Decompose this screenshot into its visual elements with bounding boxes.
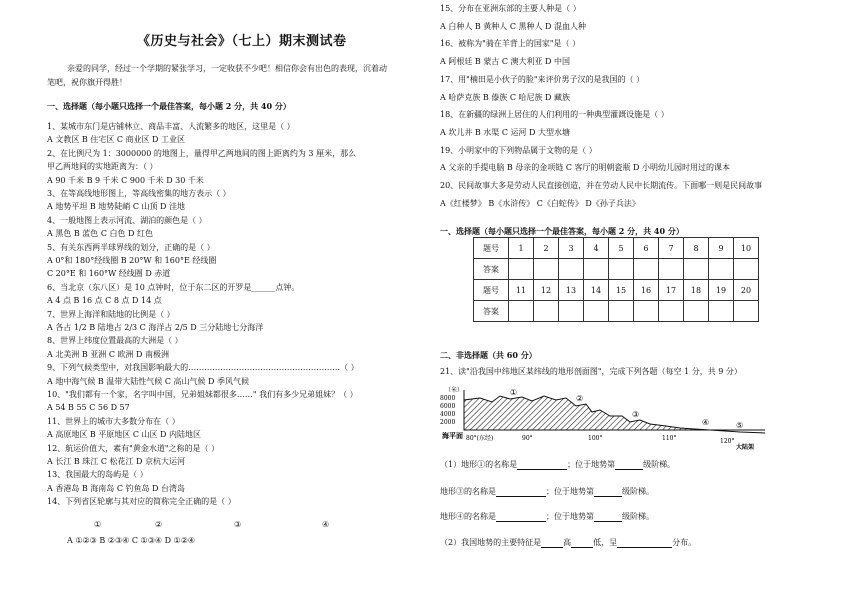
question-line: 18、在新疆的绿洲上居住的人们利用的一种典型灌溉设施是（ ） xyxy=(440,110,669,120)
profile-x-tick: 100° xyxy=(588,435,603,442)
answer-table-number: 7 xyxy=(659,238,684,259)
profile-x-tick: 120° xyxy=(720,438,735,445)
answer-table-number: 9 xyxy=(709,238,734,259)
question-line: 9、下列气候类型中，对我国影响最大的…………………………………………………（ ） xyxy=(47,363,359,373)
section-1-heading: 一、选择题（每小题只选择一个最佳答案，每小题 2 分，共 40 分） xyxy=(47,101,291,111)
question-line: A 54 B 55 C 56 D 57 xyxy=(47,403,130,413)
answer-table-cell[interactable] xyxy=(509,301,534,322)
answer-table-header: 答案 xyxy=(474,301,509,322)
question-line: 甲乙两地间的实地距离为：（ ） xyxy=(47,162,158,172)
answer-table-number: 3 xyxy=(559,238,584,259)
question-line: A 地中海气候 B 温带大陆性气候 C 高山气候 D 季风气候 xyxy=(47,376,249,386)
profile-x-tick: 110° xyxy=(662,435,677,442)
question-line: A 白种人 B 黄种人 C 黑种人 D 混血人种 xyxy=(440,21,586,31)
question-line: 3、在等高线地形图上，等高线密集的地方表示（ ） xyxy=(47,189,231,198)
answer-table-cell[interactable] xyxy=(534,259,559,280)
answer-blank[interactable] xyxy=(594,488,622,497)
answer-table-number: 20 xyxy=(734,280,759,301)
profile-marker-5: ⑤ xyxy=(736,421,744,430)
section-1-heading-repeat: 一、选择题（每小题只选择一个最佳答案，每小题 2 分，共 40 分） xyxy=(440,226,684,236)
profile-y-tick: 4000 xyxy=(440,411,456,418)
answer-table-row xyxy=(474,280,759,301)
profile-marker-3: ③ xyxy=(632,410,640,419)
answer-table-row xyxy=(474,238,759,259)
answer-table-cell[interactable] xyxy=(709,301,734,322)
answer-table-number: 4 xyxy=(584,238,609,259)
sea-level-label: 海平面 xyxy=(442,431,463,440)
q14-shape-label-2: ② xyxy=(155,520,163,529)
answer-table xyxy=(473,237,759,322)
question-line: 20、民间故事大多是劳动人民直接创造，并在劳动人民中长期流传。下面哪一则是民间故事 xyxy=(440,181,763,190)
question-line: A 高原地区 B 平原地区 C 山区 D 内陆地区 xyxy=(47,430,201,440)
question-line: A 哈萨克族 B 傣族 C 哈尼族 D 藏族 xyxy=(440,92,570,102)
q21-part-1b: 地形③的名称是 ；位于地势第 级阶梯。 xyxy=(440,487,654,496)
q21-prompt: 21、读"沿我国中纬地区某纬线的地形剖面图"，完成下列各题（每空 1 分，共 9 分） xyxy=(440,367,742,376)
exam-title: 《历史与社会》（七上）期末测试卷 xyxy=(137,34,347,49)
answer-table-cell[interactable] xyxy=(534,301,559,322)
question-line: A 90 千米 B 9 千米 C 900 千米 D 30 千米 xyxy=(47,175,204,185)
question-line: A 北美洲 B 亚洲 C 欧洲 D 南极洲 xyxy=(47,349,169,359)
answer-table-cell[interactable] xyxy=(734,301,759,322)
question-line: 10、"我们都有一个家，名字叫中国，兄弟姐妹都很多……" 我们有多少兄弟姐妹？（ ） xyxy=(47,390,358,399)
profile-marker-4: ④ xyxy=(702,418,710,427)
q14-shape-label-3: ③ xyxy=(234,520,242,529)
question-line: 16、被称为"骑在羊背上的国家"是（ ） xyxy=(440,39,581,49)
question-line: A 文教区 B 住宅区 C 商业区 D 工业区 xyxy=(47,135,185,145)
answer-table-cell[interactable] xyxy=(609,259,634,280)
answer-blank[interactable] xyxy=(571,539,593,548)
answer-table-cell[interactable] xyxy=(584,259,609,280)
answer-table-header: 题号 xyxy=(474,238,509,259)
answer-blank[interactable] xyxy=(615,461,643,470)
question-line: 1、某城市东门是店铺林立、商品丰富、人流繁多的地区，这里是（ ） xyxy=(47,122,295,131)
answer-table-cell[interactable] xyxy=(609,301,634,322)
answer-table-cell[interactable] xyxy=(709,259,734,280)
answer-blank[interactable] xyxy=(617,539,672,548)
question-line: 15、分布在亚洲东部的主要人种是（ ） xyxy=(440,4,581,13)
question-line: 8、世界上纬度位置最高的大洲是（ ） xyxy=(47,336,183,346)
answer-table-number: 12 xyxy=(534,280,559,301)
question-line: A 父亲的手提电脑 B 母亲的金项链 C 客厅的明朝瓷瓶 D 小明幼儿园时用过的课本 xyxy=(440,163,730,173)
question-line: 19、小明家中的下列物品属于文物的是（ ） xyxy=(440,145,597,155)
answer-table-row xyxy=(474,301,759,322)
question-line: 14、下列省区轮廓与其对应的简称完全正确的是（ ） xyxy=(47,497,236,507)
intro-line-2: 笔吧，祝你旗开得胜！ xyxy=(47,78,127,87)
answer-table-number: 13 xyxy=(559,280,584,301)
profile-x-tick: 90° xyxy=(522,435,533,442)
answer-table-header: 题号 xyxy=(474,280,509,301)
question-line: 12、航运价值大，素有"黄金水道"之称的是（ ） xyxy=(47,443,220,453)
answer-blank[interactable] xyxy=(517,461,567,470)
answer-table-number: 19 xyxy=(709,280,734,301)
intro-line-1: 亲爱的同学，经过一个学期的紧张学习，一定收获不少吧！相信你会有出色的表现，沉着动 xyxy=(67,64,387,73)
question-line: 6、当北京（东八区）是 10 点钟时，位于东二区的开罗是______点钟。 xyxy=(47,282,300,292)
question-line: A 各占 1/2 B 陆地占 2/3 C 海洋占 2/5 D 三分陆地七分海洋 xyxy=(47,323,264,332)
answer-table-number: 8 xyxy=(684,238,709,259)
answer-table-cell[interactable] xyxy=(659,259,684,280)
answer-table-cell[interactable] xyxy=(734,259,759,280)
profile-y-tick: 8000 xyxy=(440,395,456,402)
profile-y-tick: 6000 xyxy=(440,403,456,410)
question-line: A 黑色 B 蓝色 C 白色 D 红色 xyxy=(47,229,153,239)
question-line: 11、世界上的城市大多数分布在（ ） xyxy=(47,416,180,426)
answer-table-header: 答案 xyxy=(474,259,509,280)
question-line: A 阿根廷 B 蒙古 C 澳大利亚 D 中国 xyxy=(440,57,570,67)
question-line: 5、有关东西两半球界线的划分，正确的是（ ） xyxy=(47,242,215,252)
profile-marker-1: ① xyxy=(510,388,518,397)
answer-table-row xyxy=(474,259,759,280)
answer-table-number: 15 xyxy=(609,280,634,301)
answer-table-number: 5 xyxy=(609,238,634,259)
profile-x-tick: 80°(东经) xyxy=(466,435,494,442)
question-line: A 4 点 B 16 点 C 8 点 D 14 点 xyxy=(47,296,162,306)
answer-table-cell[interactable] xyxy=(634,301,659,322)
answer-blank[interactable] xyxy=(541,539,563,548)
question-line: A 0°和 180°经线圈 B 20°W 和 160°E 经线圈 xyxy=(47,256,217,265)
q21-part-1c: 地形④的名称是 ；位于地势第 级阶梯。 xyxy=(440,512,654,521)
terrain-profile-diagram xyxy=(440,386,770,456)
answer-table-number: 14 xyxy=(584,280,609,301)
q14-shape-label-4: ④ xyxy=(322,520,330,529)
question-line: 2、在比例尺为 1：3000000 的地图上，量得甲乙两地间的图上距离约为 3 厘米，那么 xyxy=(47,148,357,158)
answer-table-cell[interactable] xyxy=(584,301,609,322)
answer-table-number: 17 xyxy=(659,280,684,301)
answer-blank[interactable] xyxy=(496,488,546,497)
question-line: A 坎儿井 B 水渠 C 运河 D 大型水塘 xyxy=(440,127,570,137)
answer-table-cell[interactable] xyxy=(559,259,584,280)
answer-table-cell[interactable] xyxy=(634,259,659,280)
question-line: A 香港岛 B 海南岛 C 钓鱼岛 D 台湾岛 xyxy=(47,483,185,493)
answer-table-cell[interactable] xyxy=(684,259,709,280)
terrain-profile-shape xyxy=(464,396,710,430)
answer-table-number: 6 xyxy=(634,238,659,259)
answer-table-number: 11 xyxy=(509,280,534,301)
answer-table-cell[interactable] xyxy=(659,301,684,322)
profile-y-tick: 2000 xyxy=(440,419,456,426)
q14-options: A ①②③ B ②③④ C ①③④ D ①②④ xyxy=(67,536,196,545)
question-line: 13、我国最大的岛屿是（ ） xyxy=(47,470,148,480)
question-line: 17、用"楠田是小伙子的脸"来评价男子汉的是我国的（ ） xyxy=(440,74,645,84)
q14-shape-label-1: ① xyxy=(94,520,102,529)
question-line: A《红楼梦》 B《水浒传》 C《白蛇传》 D《孙子兵法》 xyxy=(440,198,640,208)
answer-table-number: 10 xyxy=(734,238,759,259)
question-line: A 地势平坦 B 地势陡峭 C 山顶 D 洼地 xyxy=(47,202,185,212)
question-line: 7、世界上海洋和陆地的比例是（ ） xyxy=(47,309,175,319)
continental-shelf-label: 大陆架 xyxy=(736,444,755,451)
answer-blank[interactable] xyxy=(594,513,622,522)
section-2-heading: 二、非选择题（共 60 分） xyxy=(440,350,537,360)
question-line: 4、一般地图上表示河流、湖泊的颜色是（ ） xyxy=(47,215,207,225)
profile-marker-2: ② xyxy=(576,394,584,403)
question-line: C 20°E 和 160°W 经线圈 D 赤道 xyxy=(47,269,171,279)
q21-part-2: （2）我国地势的主要特征是 高 低，呈 分布。 xyxy=(440,538,697,547)
answer-table-cell[interactable] xyxy=(559,301,584,322)
answer-table-number: 16 xyxy=(634,280,659,301)
answer-table-number: 1 xyxy=(509,238,534,259)
question-line: A 长江 B 珠江 C 松花江 D 京杭大运河 xyxy=(47,457,185,466)
answer-table-cell[interactable] xyxy=(684,301,709,322)
answer-table-cell[interactable] xyxy=(509,259,534,280)
q21-part-1a: （1）地形①的名称是 ；位于地势第 级阶梯。 xyxy=(440,460,676,469)
answer-table-number: 2 xyxy=(534,238,559,259)
answer-table-number: 18 xyxy=(684,280,709,301)
profile-unit: （米） xyxy=(445,387,464,394)
answer-blank[interactable] xyxy=(496,513,546,522)
